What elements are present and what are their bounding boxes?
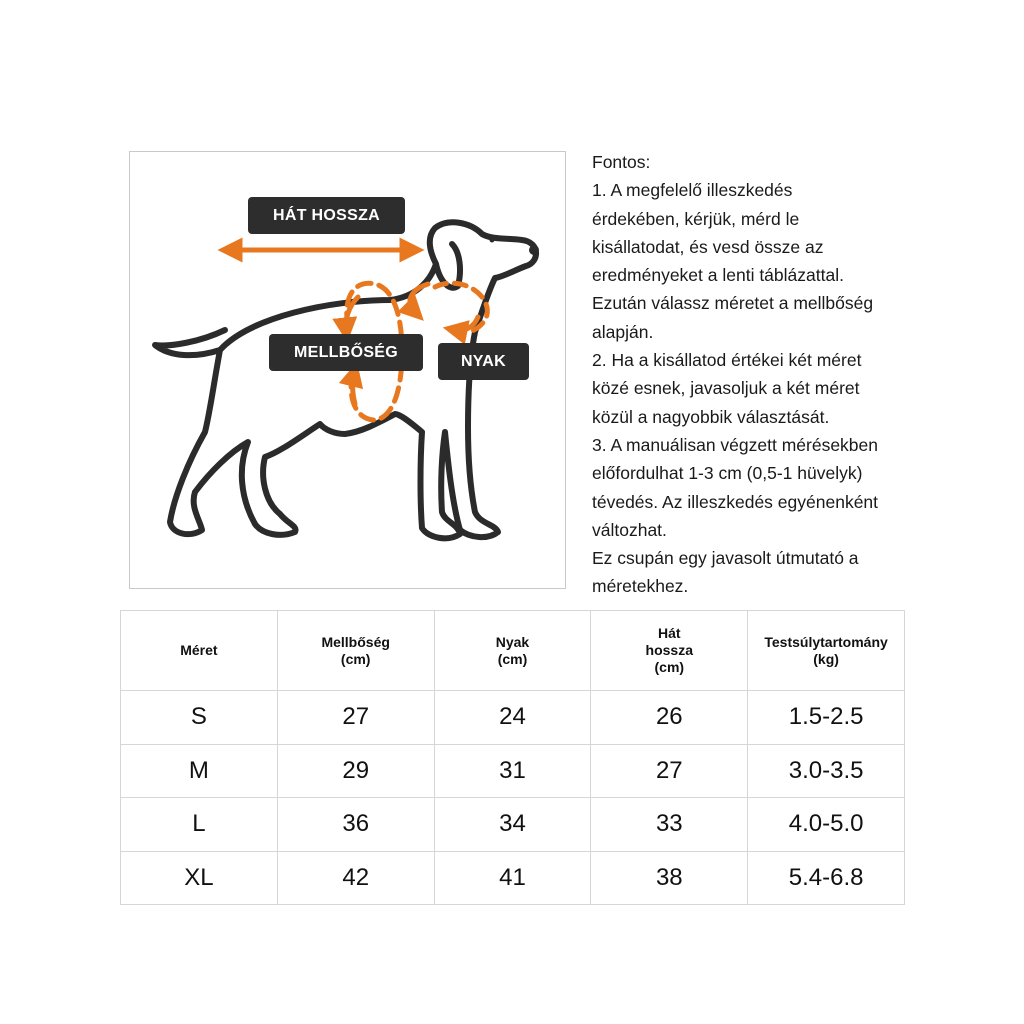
cell-size: XL (121, 851, 278, 905)
header-back-length: Hát hossza (cm) (591, 611, 748, 691)
notes-line: eredményeket a lenti táblázattal. (592, 265, 844, 286)
notes-line: 3. A manuálisan végzett mérésekben (592, 434, 879, 455)
notes-line: előfordulhat 1-3 cm (0,5-1 hüvelyk) (592, 463, 863, 484)
cell-neck: 34 (434, 798, 591, 852)
cell-back-length: 38 (591, 851, 748, 905)
cell-size: M (121, 744, 278, 798)
cell-back-length: 33 (591, 798, 748, 852)
sizing-notes (592, 148, 917, 601)
header-size: Méret (121, 611, 278, 691)
cell-chest: 29 (277, 744, 434, 798)
cell-chest: 27 (277, 691, 434, 745)
cell-chest: 42 (277, 851, 434, 905)
measurement-diagram (129, 151, 566, 589)
notes-line: Fontos: (592, 152, 651, 172)
notes-line: közé esnek, javasoljuk a két méret (592, 378, 860, 399)
notes-line: kisállatodat, és vesd össze az (592, 236, 824, 257)
notes-line: 2. Ha a kisállatod értékei két méret (592, 350, 862, 371)
header-weight-range: Testsúlytartomány (kg) (748, 611, 905, 691)
notes-line: érdekében, kérjük, mérd le (592, 208, 800, 229)
cell-back-length: 26 (591, 691, 748, 745)
cell-neck: 31 (434, 744, 591, 798)
notes-line: közül a nagyobbik választását. (592, 406, 830, 427)
back-length-label: HÁT HOSSZA (248, 197, 405, 234)
chest-label: MELLBŐSÉG (269, 334, 423, 371)
neck-label: NYAK (438, 343, 529, 380)
cell-neck: 41 (434, 851, 591, 905)
notes-line: méretekhez. (592, 576, 689, 597)
table-row (121, 798, 905, 852)
cell-weight: 4.0-5.0 (748, 798, 905, 852)
notes-line: tévedés. Az illeszkedés egyénenként (592, 491, 879, 512)
cell-size: S (121, 691, 278, 745)
cell-weight: 1.5-2.5 (748, 691, 905, 745)
cell-weight: 3.0-3.5 (748, 744, 905, 798)
notes-line: változhat. (592, 519, 667, 540)
cell-weight: 5.4-6.8 (748, 851, 905, 905)
cell-chest: 36 (277, 798, 434, 852)
dog-outline (155, 222, 539, 538)
header-neck: Nyak (cm) (434, 611, 591, 691)
cell-size: L (121, 798, 278, 852)
notes-line: Ez csupán egy javasolt útmutató a (592, 548, 859, 569)
table-row (121, 691, 905, 745)
notes-line: 1. A megfelelő illeszkedés (592, 180, 793, 201)
notes-line: alapján. (592, 321, 654, 342)
cell-back-length: 27 (591, 744, 748, 798)
notes-line: Ezután válassz méretet a mellbőség (592, 293, 874, 314)
header-chest: Mellbőség (cm) (277, 611, 434, 691)
table-header-row (121, 611, 905, 691)
cell-neck: 24 (434, 691, 591, 745)
table-row (121, 744, 905, 798)
table-row (121, 851, 905, 905)
size-table (120, 610, 905, 905)
neck-measure-loop (410, 283, 487, 332)
